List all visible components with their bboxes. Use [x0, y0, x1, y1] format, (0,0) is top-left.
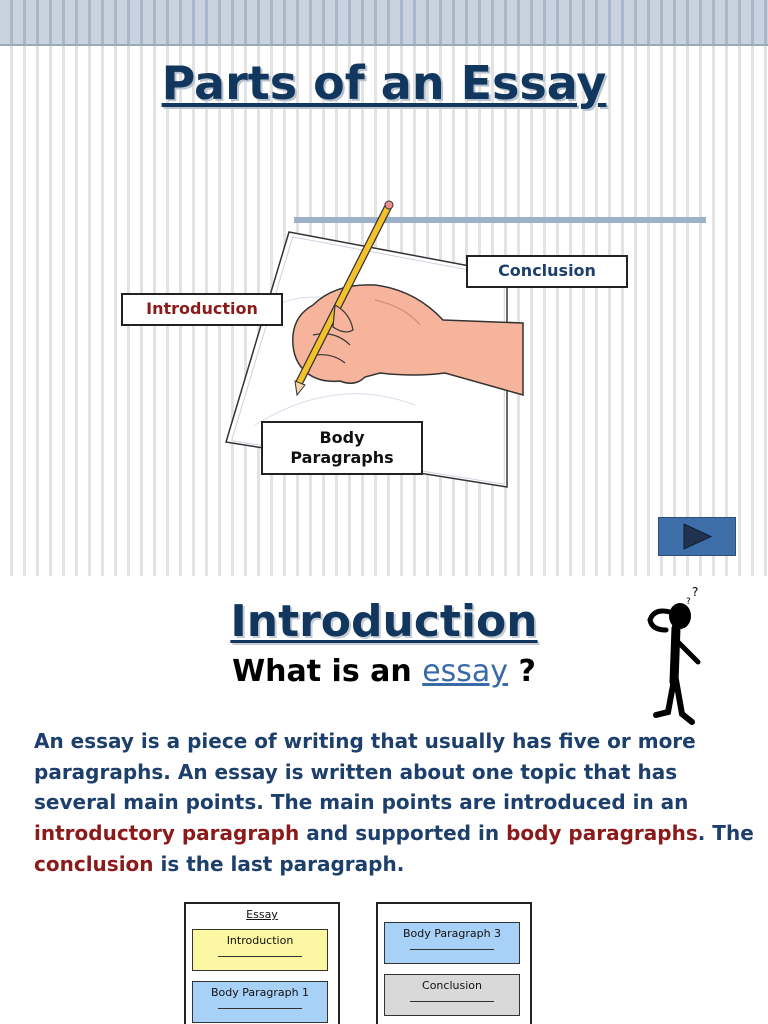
para-text-4: is the last paragraph.: [153, 851, 405, 876]
label-conclusion: Conclusion: [466, 255, 628, 288]
label-introduction: Introduction: [121, 293, 283, 326]
diagram-box-body-1-label: Body Paragraph 1: [210, 986, 310, 999]
diagram-box-conclusion: [384, 974, 520, 1016]
para-text-2: and supported in: [299, 821, 507, 846]
essay-diagram-left: [184, 902, 340, 1024]
section-title: Introduction: [230, 596, 538, 647]
para-highlight-introductory: introductory paragraph: [34, 821, 300, 846]
label-body-line2: Paragraphs: [290, 448, 394, 467]
question-pre: What is an: [232, 654, 412, 689]
para-text-1: An essay is a piece of writing that usually has five or more paragraphs. An essay is written about one topic that has several main points. The main points are introduced in an: [34, 729, 696, 815]
diagram-box-body-3-label: Body Paragraph 3: [402, 927, 502, 940]
diagram-box-introduction-label: Introduction: [226, 934, 294, 947]
next-slide-button[interactable]: [658, 517, 736, 556]
diagram-box-conclusion-label: Conclusion: [422, 979, 482, 992]
essay-diagram-right: [376, 902, 532, 1024]
diagram-box-body-3: [384, 922, 520, 964]
diagram-line: [218, 1008, 302, 1009]
svg-text:?: ?: [692, 585, 699, 599]
para-highlight-conclusion: conclusion: [34, 851, 154, 876]
page-title: Parts of an Essay: [161, 56, 607, 110]
essay-definition-paragraph: [34, 726, 759, 880]
para-highlight-body: body paragraphs: [506, 821, 698, 846]
diagram-line: [410, 1001, 494, 1002]
question-post: ?: [518, 654, 536, 689]
para-text-3: . The: [697, 821, 754, 846]
label-body-line1: Body: [319, 428, 365, 447]
essay-link[interactable]: essay: [422, 654, 509, 689]
diagram-box-introduction: [192, 929, 328, 971]
slide-introduction: [0, 576, 768, 1024]
svg-text:?: ?: [686, 597, 691, 607]
header-band: [0, 0, 768, 46]
play-triangle-icon: [659, 518, 735, 555]
diagram-box-body-1: [192, 981, 328, 1023]
diagram-line: [410, 949, 494, 950]
thinking-stick-figure-icon: [640, 582, 710, 727]
label-body-paragraphs: [261, 421, 423, 475]
diagram-title: Essay: [246, 908, 278, 921]
diagram-line: [218, 956, 302, 957]
